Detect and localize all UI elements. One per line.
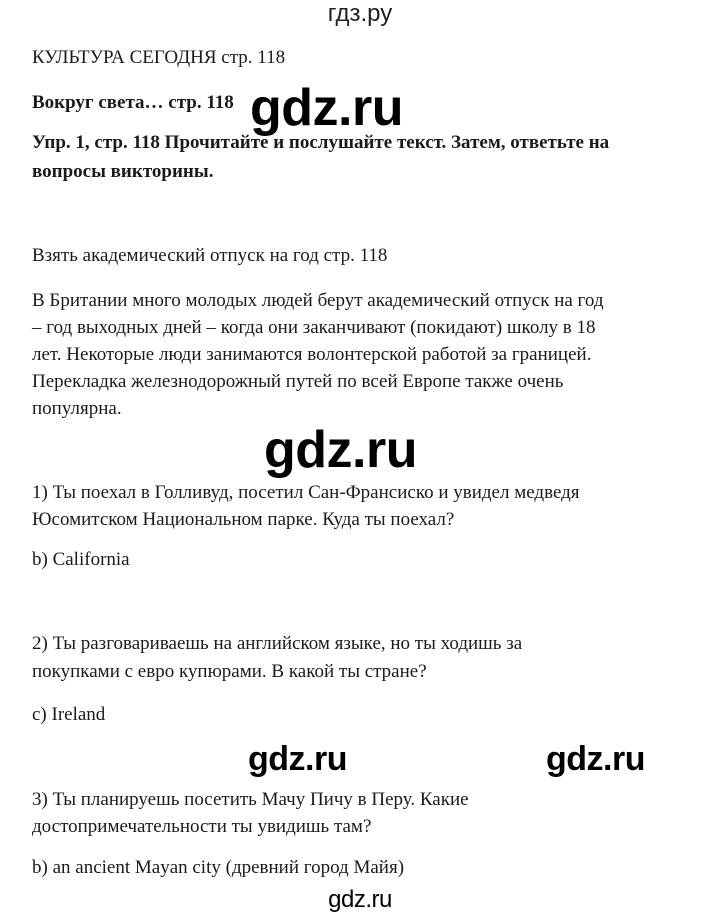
question-2-line: покупками с евро купюрами. В какой ты стране?	[32, 661, 427, 682]
subtitle: Вокруг света… стр. 118	[32, 92, 234, 113]
question-2-line: 2) Ты разговариваешь на английском языке, но ты ходишь за	[32, 633, 523, 654]
watermark: gdz.ru	[328, 886, 392, 913]
paragraph-line: В Британии много молодых людей берут академический отпуск на год	[32, 290, 604, 311]
watermark: gdz.ru	[546, 740, 645, 778]
question-3-line: достопримечательности ты увидишь там?	[32, 816, 372, 837]
paragraph-line: лет. Некоторые люди занимаются волонтерской работой за границей.	[32, 344, 592, 365]
site-header: гдз.ру	[327, 0, 393, 27]
question-1-line: Юсомитском Национальном парке. Куда ты поехал?	[32, 509, 455, 530]
section-title: КУЛЬТУРА СЕГОДНЯ стр. 118	[32, 47, 286, 68]
text-title: Взять академический отпуск на год стр. 118	[32, 245, 388, 266]
paragraph-line: – год выходных дней – когда они заканчивают (покидают) школу в 18	[32, 317, 596, 338]
watermark: gdz.ru	[264, 421, 417, 479]
paragraph-line: Перекладка железнодорожный путей по всей Европе также очень	[32, 371, 564, 392]
question-3-line: 3) Ты планируешь посетить Мачу Пичу в Перу. Какие	[32, 789, 469, 810]
answer-1: b) California	[32, 549, 130, 570]
exercise-heading-line-2: вопросы викторины.	[32, 161, 214, 182]
paragraph-line: популярна.	[32, 398, 122, 419]
answer-2: c) Ireland	[32, 704, 106, 725]
question-1-line: 1) Ты поехал в Голливуд, посетил Сан-Франсиско и увидел медведя	[32, 482, 580, 503]
answer-3: b) an ancient Mayan city (древний город Майя)	[32, 857, 405, 878]
exercise-heading-line-1: Упр. 1, стр. 118 Прочитайте и послушайте текст. Затем, ответьте на	[32, 132, 610, 153]
watermark: gdz.ru	[250, 79, 403, 137]
watermark: gdz.ru	[248, 740, 347, 778]
